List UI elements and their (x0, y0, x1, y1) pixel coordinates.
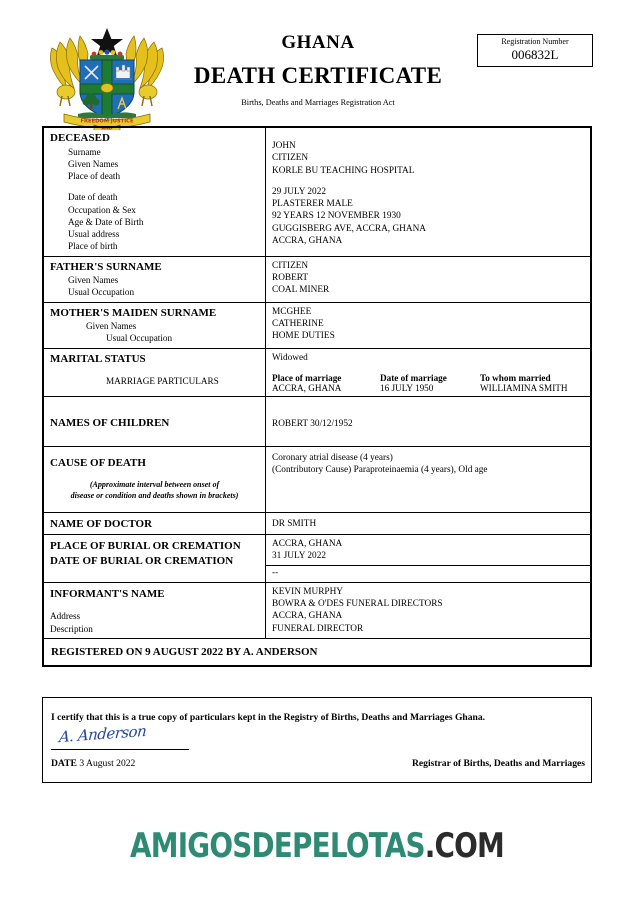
value-date-of-marriage: 16 JULY 1950 (380, 382, 434, 393)
value-place-of-birth: ACCRA, GHANA (272, 235, 343, 246)
value-father-surname: CITIZEN (272, 260, 309, 271)
value-father-occupation: COAL MINER (272, 285, 330, 296)
table-row-registered (44, 638, 591, 665)
mother-labels-cell (44, 302, 266, 348)
deceased-values-cell (266, 128, 591, 257)
burial-value-cell (266, 534, 591, 582)
value-age-dob: 92 YEARS 12 NOVEMBER 1930 (272, 211, 401, 222)
father-labels-cell (44, 256, 266, 302)
informant-label-cell (44, 582, 266, 638)
cause-note-line-1: (Approximate interval between onset of (89, 479, 220, 489)
registration-number-box (477, 34, 593, 67)
value-children: ROBERT 30/12/1952 (272, 418, 353, 429)
table-row-marital (44, 348, 591, 396)
svg-text:AND: AND (101, 126, 113, 130)
label-given-names: Given Names (68, 158, 119, 169)
table-row-children (44, 396, 591, 446)
value-occupation-sex: PLASTERER MALE (272, 199, 353, 210)
value-doctor: DR SMITH (272, 518, 317, 529)
signature-area (43, 723, 591, 757)
value-place-of-death: KORLE BU TEACHING HOSPITAL (272, 165, 415, 176)
cause-label-cell (44, 446, 266, 512)
label-mother-occupation: Usual Occupation (106, 333, 173, 344)
value-mother-occupation: HOME DUTIES (272, 331, 335, 342)
doctor-value-cell (266, 512, 591, 534)
marital-values-cell (266, 348, 591, 396)
watermark-inner (130, 826, 504, 866)
title-block (170, 32, 466, 107)
value-burial-extra: -- (272, 568, 279, 579)
deceased-labels-cell (44, 128, 266, 257)
children-section-title: NAMES OF CHILDREN (50, 416, 170, 429)
burial-label-cell (44, 534, 266, 582)
table-row-doctor (44, 512, 591, 534)
label-date-of-death: Date of death (68, 192, 118, 203)
label-father-occupation: Usual Occupation (68, 287, 135, 298)
spacer (272, 131, 590, 140)
certification-box (42, 697, 592, 783)
value-burial-date: 31 JULY 2022 (272, 551, 326, 562)
deceased-section-title: DECEASED (50, 132, 110, 144)
registrar-title: Registrar of Births, Deaths and Marriages (411, 758, 585, 769)
date-label: DATE (51, 758, 77, 769)
value-usual-address: GUGGISBERG AVE, ACCRA, GHANA (272, 223, 427, 234)
marriage-columns-values (272, 383, 590, 393)
value-surname: JOHN (272, 141, 296, 151)
value-informant-name: KEVIN MURPHY (272, 586, 344, 597)
value-mother-surname: MCGHEE (272, 306, 312, 317)
mother-values-cell (266, 302, 591, 348)
father-values-cell (266, 256, 591, 302)
value-mother-given-names: CATHERINE (272, 318, 324, 329)
spacer (50, 601, 265, 610)
registration-number-label: Registration Number (501, 37, 569, 46)
table-row-deceased (44, 128, 591, 257)
label-informant-address: Address (50, 611, 81, 622)
value-informant-address: ACCRA, GHANA (272, 611, 343, 622)
table-row-burial (44, 534, 591, 582)
marital-section-title: MARITAL STATUS (50, 352, 146, 365)
burial-date-title: DATE OF BURIAL OR CREMATION (50, 554, 234, 567)
doctor-section-title: NAME OF DOCTOR (50, 517, 153, 530)
label-occupation-sex: Occupation & Sex (68, 204, 136, 215)
registered-text: REGISTERED ON 9 AUGUST 2022 BY A. ANDERSON (51, 645, 318, 658)
value-given-names: CITIZEN (272, 153, 309, 164)
burial-place-title: PLACE OF BURIAL OR CREMATION (50, 539, 241, 552)
certificate-table (42, 126, 592, 667)
value-place-of-marriage: ACCRA, GHANA (272, 382, 342, 393)
cause-value-cell (266, 446, 591, 512)
spacer (272, 177, 590, 186)
svg-text:FREEDOM JUSTICE: FREEDOM JUSTICE (80, 118, 134, 125)
value-date-of-death: 29 JULY 2022 (272, 186, 326, 197)
site-watermark (0, 826, 634, 866)
watermark-suffix: .COM (424, 826, 504, 866)
certification-footer (43, 758, 593, 769)
label-father-given-names: Given Names (68, 275, 119, 286)
value-father-given-names: ROBERT (272, 272, 309, 283)
col-header-place-of-marriage: Place of marriage (272, 372, 342, 383)
children-label-cell (44, 396, 266, 446)
label-place-of-birth: Place of birth (68, 241, 118, 252)
label-place-of-death: Place of death (68, 171, 121, 182)
country-title: GHANA (281, 32, 355, 53)
spacer (50, 366, 265, 375)
marital-labels-cell (44, 348, 266, 396)
signature-line (51, 749, 189, 750)
children-value-cell (266, 396, 591, 446)
registrar-signature: A. Anderson (58, 721, 147, 747)
cause-section-title: CAUSE OF DEATH (50, 456, 146, 469)
label-informant-description: Description (50, 623, 93, 634)
label-age-dob: Age & Date of Birth (68, 216, 144, 227)
date-value: 3 August 2022 (79, 758, 136, 769)
spacer (272, 364, 590, 373)
certification-date (51, 758, 135, 769)
watermark-primary: AMIGOSDEPELOTAS (130, 826, 425, 866)
ghana-coat-of-arms-icon (46, 26, 168, 130)
label-marriage-particulars: MARRIAGE PARTICULARS (106, 376, 219, 387)
table-row-informant (44, 582, 591, 638)
registered-cell (44, 638, 591, 665)
certification-statement: I certify that this is a true copy of particulars kept in the Registry of Births, Deaths and Marriages Ghana. (51, 712, 486, 723)
value-informant-description: FUNERAL DIRECTOR (272, 623, 364, 634)
document-title: DEATH CERTIFICATE (193, 63, 443, 88)
table-row-mother (44, 302, 591, 348)
value-burial-place: ACCRA, GHANA (272, 538, 343, 549)
act-subtitle: Births, Deaths and Marriages Registration Act (241, 98, 395, 107)
father-section-title: FATHER'S SURNAME (50, 260, 162, 273)
registration-number-value: 006832L (511, 47, 559, 62)
label-usual-address: Usual address (68, 229, 120, 240)
certificate-header (0, 0, 634, 130)
value-marital-status: Widowed (272, 352, 308, 363)
mother-section-title: MOTHER'S MAIDEN SURNAME (50, 306, 217, 319)
label-surname: Surname (68, 146, 101, 157)
marriage-columns-header (272, 373, 590, 383)
col-header-date-of-marriage: Date of marriage (380, 372, 447, 383)
value-cause-line-1: Coronary atrial disease (4 years) (272, 452, 393, 463)
table-row-father (44, 256, 591, 302)
spacer (50, 182, 265, 191)
table-row-cause (44, 446, 591, 512)
informant-value-cell (266, 582, 591, 638)
doctor-label-cell (44, 512, 266, 534)
label-mother-given-names: Given Names (86, 321, 137, 332)
cause-note-line-2: disease or condition and deaths shown in brackets) (70, 490, 239, 500)
value-informant-organisation: BOWRA & O'DES FUNERAL DIRECTORS (272, 599, 443, 610)
col-header-to-whom-married: To whom married (480, 372, 551, 383)
value-to-whom-married: WILLIAMINA SMITH (480, 382, 568, 393)
informant-section-title: INFORMANT'S NAME (50, 587, 165, 600)
value-cause-line-2: (Contributory Cause) Paraproteinaemia (4 years), Old age (272, 465, 488, 476)
